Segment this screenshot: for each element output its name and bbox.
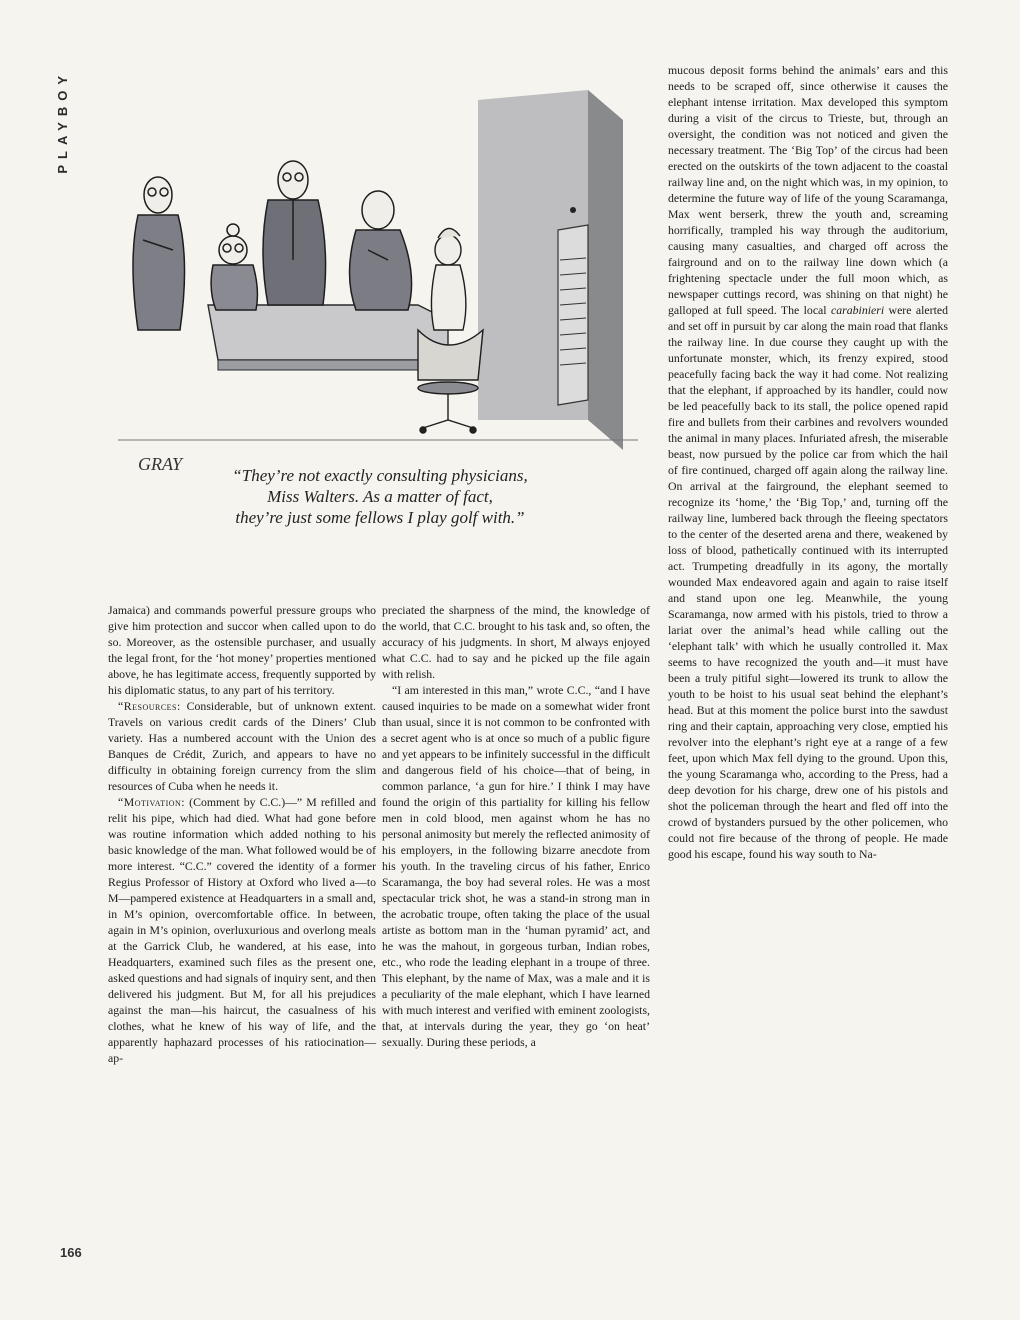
paragraph-text: Considerable, but of unknown extent. Travels on various credit cards of the Diners’ Club variety. Has a numbered account with the Union des Banques de Crédit, Zurich, and appears to have no difficulty in obtaining foreign currency from the slim resources of Cuba when he needs it.	[108, 699, 376, 793]
paragraph-text: were alerted and set off in pursuit by car along the main road that flanks the railway line. In due course they caught up with the unfortunate monster, which, its frenzy expired, stood peacefully facing back the way it had come. Not realizing that the elephant, if approached by its handler, could now be led peacefully back to its stall, the police opened rapid fire and bullets from their carbines and revolvers wounded the animal in many places. Infuriated afresh, the miserable beast, now pursued by the police car from which the hail of fire continued, charged off again along the railway line. On arrival at the fairground, the elephant seemed to recognize its ‘home,’ the ‘Big Top,’ and, turning off the railway line, lumbered back through the fleeing spectators to the center of the deserted arena and there, weakened by loss of blood, pathetically continued with its interrupted act. Trumpeting dreadfully in its agony, the mortally wounded Max endeavored again and again to raise itself and stand upon one leg. Meanwhile, the young Scaramanga, now armed with his pistols, tried to throw a lariat over the animal’s head while calling out the ‘elephant talk’ with which he usually controlled it. Max seems to have recognized the youth and—it must have been a truly pitiful sight—lowered its trunk to allow the youth to be hoist to his usual seat behind the elephant’s head. But at this moment the police burst into the sawdust ring and their captain, approaching very close, emptied his revolver into the elephant’s right eye at a range of a few feet, upon which Max fell dying to the ground. Upon this, the young Scaramanga who, according to the Press, had a deep devotion for his charge, drew one of his pistols and shot the policeman through the heart and fled off into the crowd of bystanders pursued by the other policemen, who could not fire because of the throng of people. He made good his escape, found his way south to Na-	[668, 303, 948, 861]
paragraph	[668, 62, 948, 862]
desk	[208, 305, 448, 370]
masthead-text: PLAYBOY	[55, 70, 70, 174]
masthead	[52, 70, 72, 174]
cartoon-caption	[120, 465, 640, 528]
paragraph: Jamaica) and commands powerful pressure groups who give him protection and succor when called upon to do so. Moreover, as the ostensible purchaser, and usually the legal front, for the ‘hot money’ properties mentioned above, he has legitimate access, frequently supported by his diplomatic status, to any part of his territory.	[108, 603, 376, 697]
paragraph: preciated the sharpness of the mind, the knowledge of the world, that C.C. brought to his task and, so often, the accuracy of his judgments. In short, M always enjoyed what C.C. had to say and he picked up the file again with relish.	[382, 603, 650, 681]
paragraph: “I am interested in this man,” wrote C.C., “and I have caused inquiries to be made on a somewhat wider front than usual, since it is not common to be confronted with a secret agent who is at once so much of a public figure and yet appears to be infinitely successful in the difficult and dangerous field of his choice—that of being, in common parlance, ‘a gun for hire.’ I think I may have found the origin of this partiality for killing his fellow men in cold blood, men against whom he has no personal animosity but merely the reflected animosity of his employers, in the following bizarre anecdote from his youth. In the traveling circus of his father, Enrico Scaramanga, the boy had several roles. He was a most spectacular trick shot, he was a stand-in strong man in the acrobatic troupe, often taking the place of the usual artiste as bottom man in the ‘human pyramid’ act, and he was the mahout, in gorgeous turban, Indian robes, etc., who rode the leading elephant in a troupe of three. This elephant, by the name of Max, was a male and it is a peculiarity of the male elephant, which I have learned with much interest and verified with eminent zoologists, that, at intervals during the year, they go ‘on heat’ sexually. During these periods, a	[382, 683, 650, 1049]
article-column-1	[108, 602, 376, 1262]
section-label: “Motivation:	[118, 795, 186, 809]
cartoon-illustration	[118, 60, 638, 520]
page-number: 166	[60, 1245, 82, 1260]
cartoonist-signature: GRAY	[138, 454, 183, 474]
door	[478, 90, 623, 450]
paragraph	[108, 794, 376, 1066]
article-column-3	[668, 62, 948, 1262]
caption-line: Miss Walters. As a matter of fact,	[267, 487, 493, 506]
caption-line: “They’re not exactly consulting physicians,	[232, 466, 528, 485]
article-column-2	[382, 602, 650, 1262]
paragraph	[108, 698, 376, 794]
paragraph-text: (Comment by C.C.)—” M refilled and relit his pipe, which had died. What had gone before was routine information which added nothing to his basic knowledge of the man. What followed would be of more interest. “C.C.” covered the identity of a former Regius Professor of History at Oxford who lived a—to M—pampered existence at Headquarters in a small and, in M’s opinion, overcomfortable office. In between, again in M’s opinion, overluxurious and overlong meals at the Garrick Club, he wandered, at his ease, into Headquarters, examined such files as the present one, asked questions and had signals of inquiry sent, and then delivered his judgment. But M, for all his prejudices against the man—his haircut, the casualness of his clothes, what he knew of his way of life, and the apparently haphazard processes of his ratiocination—ap-	[108, 795, 377, 1065]
caption-line: they’re just some fellows I play golf with.”	[235, 508, 525, 527]
paragraph-text: mucous deposit forms behind the animals’ ears and this needs to be scraped off, since otherwise it causes the elephant intense irritation. Max developed this symptom during a visit of the circus to Trieste, but, through an oversight, the condition was not noticed and given the necessary treatment. The ‘Big Top’ of the circus had been erected on the outskirts of the town adjacent to the coastal railway line and, on the night which was, in my opinion, to determine the future way of life of the young Scaramanga, Max went berserk, threw the youth and, screaming horrifically, trampled his way through the auditorium, causing many casualties, and charged off across the fairground and on to the railway line down which (a frightening spectacle under the full moon which, as newspaper cuttings record, was shining on that night) he galloped at full speed. The local	[668, 63, 948, 317]
section-label: “Resources:	[118, 699, 181, 713]
italic-term: carabinieri	[831, 303, 885, 317]
